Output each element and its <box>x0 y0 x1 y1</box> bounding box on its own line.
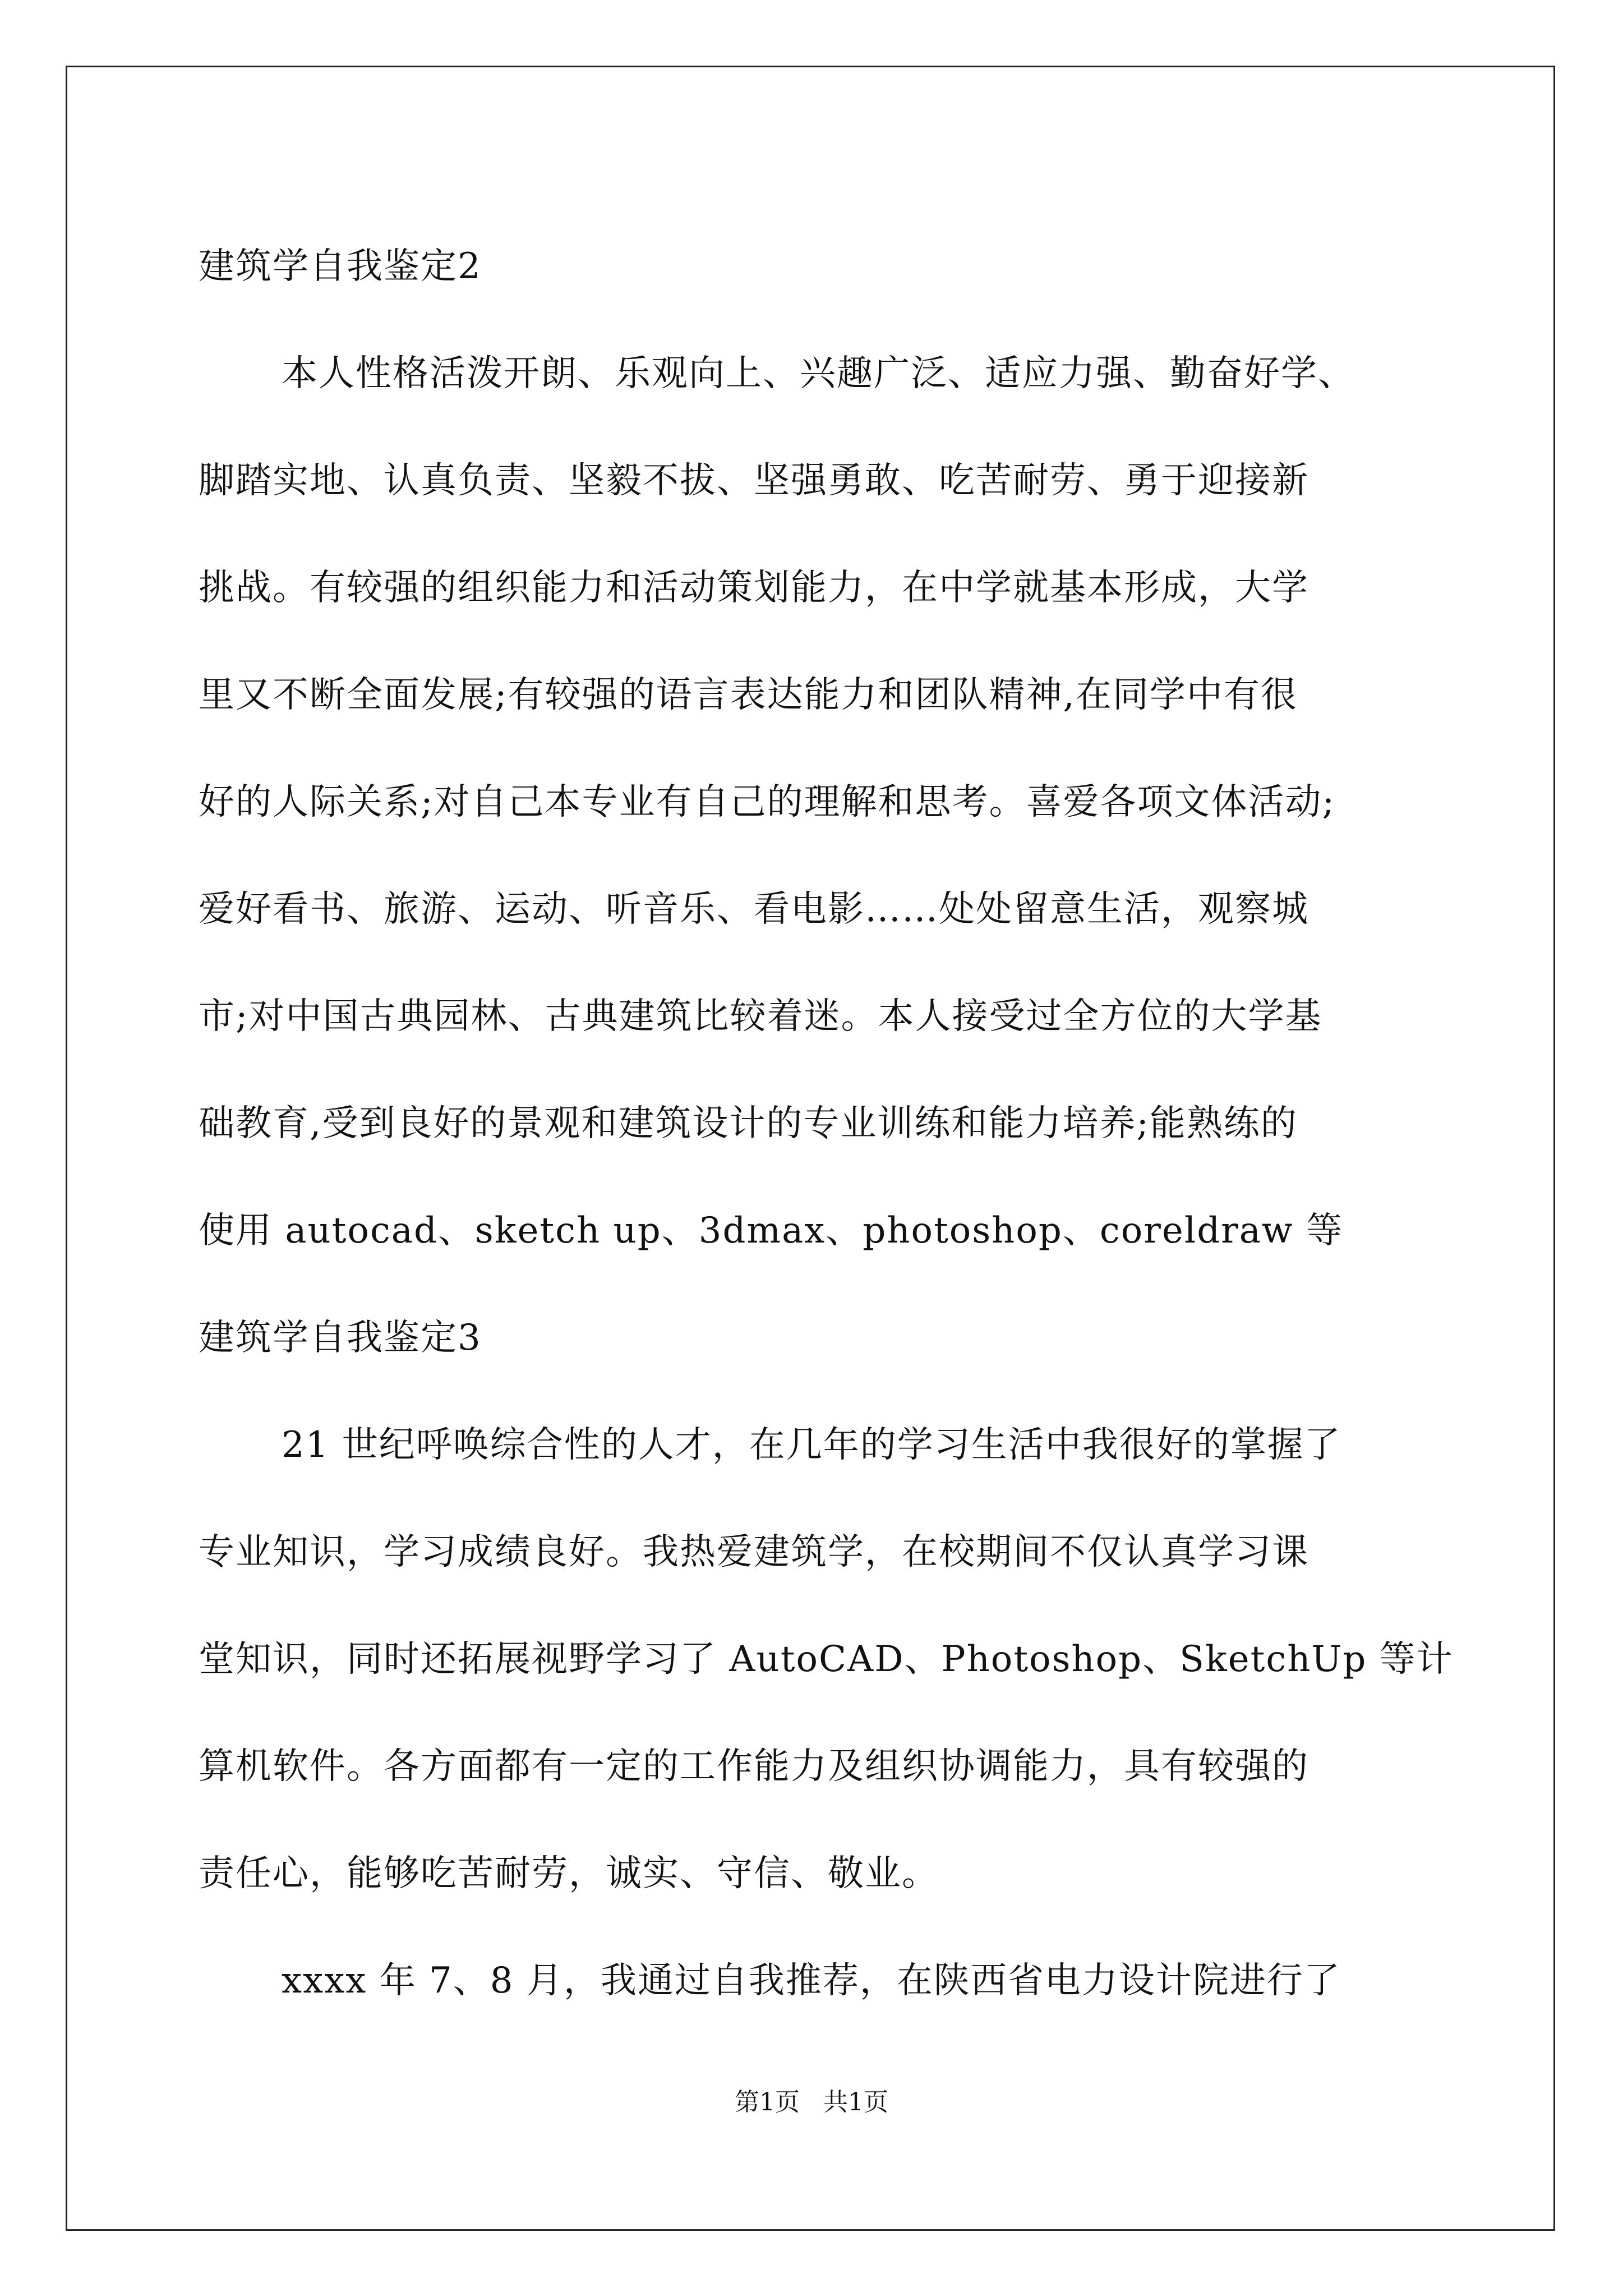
paragraph-line: 算机软件。各方面都有一定的工作能力及组织协调能力，具有较强的 <box>199 1746 1309 1787</box>
section-heading: 建筑学自我鉴定2 <box>199 246 482 287</box>
paragraph-line: xxxx 年 7、8 月，我通过自我推荐，在陕西省电力设计院进行了 <box>282 1960 1341 2001</box>
page-footer <box>0 2086 1623 2119</box>
paragraph-line: 专业知识，学习成绩良好。我热爱建筑学，在校期间不仅认真学习课 <box>199 1531 1309 1573</box>
document-body <box>199 213 1454 2035</box>
paragraph-line: 挑战。有较强的组织能力和活动策划能力，在中学就基本形成，大学 <box>199 567 1309 609</box>
paragraph-line: 堂知识，同时还拓展视野学习了 AutoCAD、Photoshop、SketchUp 等计 <box>199 1639 1454 1680</box>
paragraph-line: 责任心，能够吃苦耐劳，诚实、守信、敬业。 <box>199 1853 939 1894</box>
paragraph-line: 本人性格活泼开朗、乐观向上、兴趣广泛、适应力强、勤奋好学、 <box>282 353 1355 394</box>
paragraph-line: 里又不断全面发展;有较强的语言表达能力和团队精神,在同学中有很 <box>199 674 1298 716</box>
paragraph-line: 市;对中国古典园林、古典建筑比较着迷。本人接受过全方位的大学基 <box>199 996 1322 1037</box>
paragraph-line: 础教育,受到良好的景观和建筑设计的专业训练和能力培养;能熟练的 <box>199 1103 1298 1144</box>
paragraph-line: 好的人际关系;对自己本专业有自己的理解和思考。喜爱各项文体活动; <box>199 781 1336 823</box>
paragraph-line: 使用 autocad、sketch up、3dmax、photoshop、coreldraw 等 <box>199 1210 1344 1251</box>
section-heading: 建筑学自我鉴定3 <box>199 1317 482 1359</box>
paragraph-line: 21 世纪呼唤综合性的人才，在几年的学习生活中我很好的掌握了 <box>282 1424 1341 1466</box>
page-number: 第1页 <box>735 2088 800 2116</box>
paragraph-line: 爱好看书、旅游、运动、听音乐、看电影……处处留意生活，观察城 <box>199 889 1309 930</box>
paragraph-line: 脚踏实地、认真负责、坚毅不拔、坚强勇敢、吃苦耐劳、勇于迎接新 <box>199 460 1309 501</box>
page-total: 共1页 <box>823 2088 888 2116</box>
